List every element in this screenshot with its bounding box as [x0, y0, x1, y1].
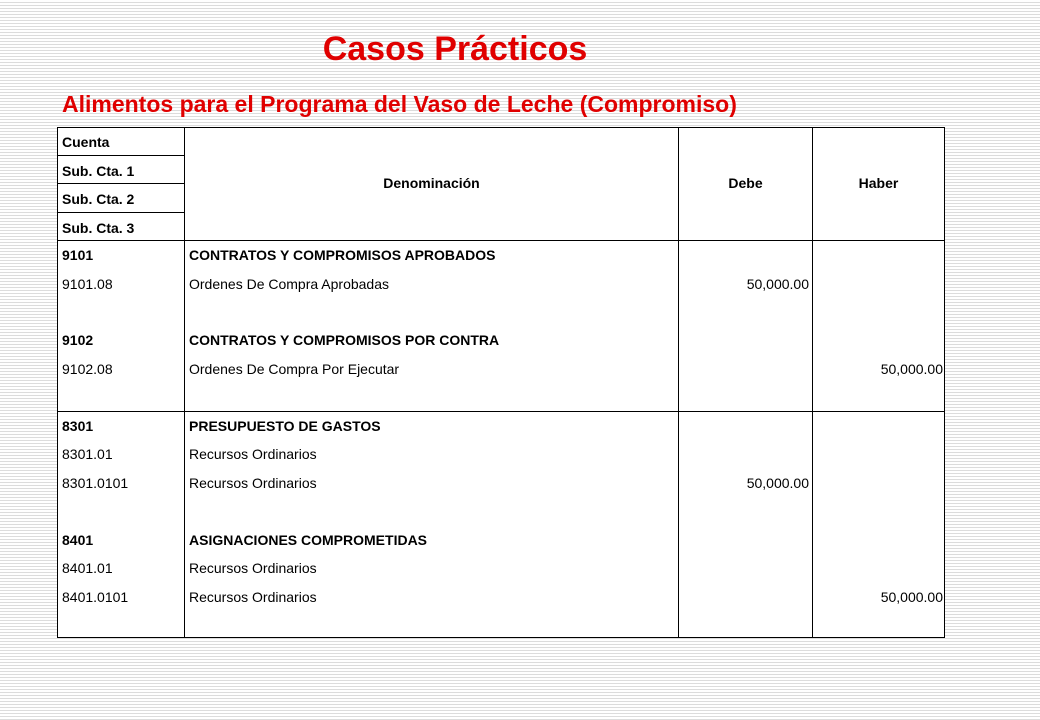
row-cuenta: 8401.0101 [62, 589, 129, 605]
row-denominacion: CONTRATOS Y COMPROMISOS APROBADOS [189, 247, 496, 263]
column-divider [184, 128, 185, 637]
row-denominacion: Ordenes De Compra Por Ejecutar [189, 361, 400, 377]
row-debe: 50,000.00 [746, 276, 809, 292]
row-haber: 50,000.00 [880, 589, 943, 605]
row-cuenta: 9101.08 [62, 276, 113, 292]
row-debe: 50,000.00 [746, 475, 809, 491]
header-denominacion: Denominación [383, 175, 480, 191]
row-cuenta: 8301.01 [62, 446, 113, 462]
column-divider [812, 128, 813, 637]
row-denominacion: ASIGNACIONES COMPROMETIDAS [189, 532, 428, 548]
header-sub-cta-3: Sub. Cta. 3 [62, 220, 135, 236]
row-denominacion: Recursos Ordinarios [189, 589, 317, 605]
row-cuenta: 8401 [62, 532, 94, 548]
row-denominacion: Recursos Ordinarios [189, 560, 317, 576]
row-denominacion: PRESUPUESTO DE GASTOS [189, 418, 381, 434]
ledger-table [57, 127, 945, 638]
row-cuenta: 8301 [62, 418, 94, 434]
row-haber: 50,000.00 [880, 361, 943, 377]
header-bottom-line [58, 240, 944, 241]
row-cuenta: 8301.0101 [62, 475, 129, 491]
row-cuenta: 8401.01 [62, 560, 113, 576]
row-cuenta: 9101 [62, 247, 94, 263]
row-denominacion: Recursos Ordinarios [189, 446, 317, 462]
header-cuenta: Cuenta [62, 134, 110, 150]
slide-title: Casos Prácticos [322, 30, 588, 68]
column-divider [678, 128, 679, 637]
header-debe: Debe [728, 175, 763, 191]
group-divider [58, 411, 944, 412]
slide-subtitle: Alimentos para el Programa del Vaso de Leche (Compromiso) [62, 91, 737, 117]
header-row-divider [58, 155, 184, 156]
row-cuenta: 9102.08 [62, 361, 113, 377]
header-row-divider [58, 183, 184, 184]
row-denominacion: Ordenes De Compra Aprobadas [189, 276, 389, 292]
header-row-divider [58, 212, 184, 213]
row-denominacion: CONTRATOS Y COMPROMISOS POR CONTRA [189, 332, 500, 348]
header-sub-cta-1: Sub. Cta. 1 [62, 163, 135, 179]
header-sub-cta-2: Sub. Cta. 2 [62, 191, 135, 207]
header-haber: Haber [858, 175, 899, 191]
row-denominacion: Recursos Ordinarios [189, 475, 317, 491]
row-cuenta: 9102 [62, 332, 94, 348]
